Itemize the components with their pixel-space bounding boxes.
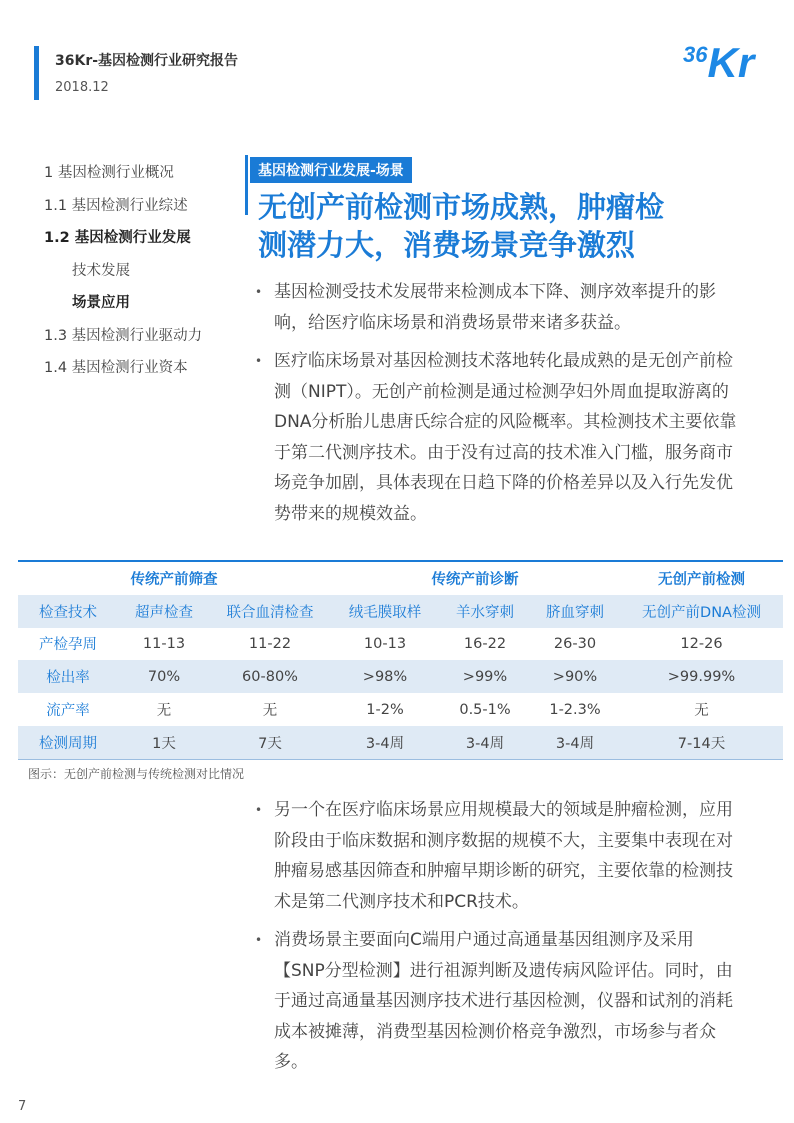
table-of-contents [44, 163, 202, 391]
toc-item-summary[interactable]: 1.1 基因检测行业综述 [44, 197, 188, 214]
bullet-dot-icon: • [255, 933, 263, 947]
header-cell: 无创产前DNA检测 [620, 595, 783, 628]
header-cell: 羊水穿刺 [440, 595, 530, 628]
logo-letters: Kr [707, 39, 755, 86]
table-cell: 1-2% [366, 701, 404, 718]
bullet-list-bottom [252, 795, 742, 1086]
table-row [18, 726, 783, 759]
table-row [18, 628, 783, 661]
table-cell: 11-13 [142, 635, 186, 652]
group-noninvasive: 无创产前检测 [620, 561, 783, 595]
headline-line-1: 无创产前检测市场成熟，肿瘤检 [258, 190, 665, 224]
table-cell: 1-2.3% [549, 701, 601, 718]
header-cell: 绒毛膜取样 [330, 595, 440, 628]
bullet-text: 基因检测受技术发展带来检测成本下降、测序效率提升的影响，给医疗临床场景和消费场景带来诸多获益。 [274, 282, 716, 333]
table-cell: 无 [694, 703, 709, 720]
table-cell: 10-13 [363, 635, 407, 652]
table-cell: >98% [330, 660, 440, 693]
headline-line-2: 测潜力大，消费场景竞争激烈 [258, 228, 636, 262]
section-tag: 基因检测行业发展-场景 [250, 157, 412, 183]
table-cell: 7-14天 [620, 726, 783, 759]
toc-item-tech-development[interactable]: 技术发展 [72, 262, 130, 279]
comparison-table [18, 560, 783, 760]
group-traditional-screening: 传统产前筛查 [18, 561, 330, 595]
table-cell: 0.5-1% [459, 701, 511, 718]
table-cell: >90% [530, 660, 620, 693]
table-cell: 16-22 [463, 635, 507, 652]
row-label: 产检孕周 [39, 637, 97, 654]
table-caption: 图示：无创产前检测与传统检测对比情况 [28, 767, 245, 781]
group-traditional-diagnosis: 传统产前诊断 [330, 561, 620, 595]
page-headline [258, 188, 738, 264]
table-cell: 60-80% [210, 660, 330, 693]
row-label: 检出率 [18, 660, 118, 693]
list-item [252, 277, 742, 338]
logo-number: 36 [683, 42, 708, 67]
table-cell: 无 [156, 703, 172, 720]
bullet-text: 另一个在医疗临床场景应用规模最大的领域是肿瘤检测，应用阶段由于临床数据和测序数据的规模不大，主要集中表现在对肿瘤易感基因筛查和肿瘤早期诊断的研究，主要依靠的检测技术是第二代测序技术和PCR技术。 [274, 800, 733, 912]
table-cell: 11-22 [248, 635, 292, 652]
table-cell: 7天 [210, 726, 330, 759]
36kr-logo [683, 39, 755, 86]
row-label: 流产率 [46, 703, 90, 720]
bullet-dot-icon: • [255, 354, 263, 368]
header-cell: 脐血穿刺 [530, 595, 620, 628]
page-number: 7 [18, 1099, 27, 1114]
toc-item-overview[interactable]: 1 基因检测行业概况 [44, 165, 174, 181]
table-cell: 26-30 [553, 635, 597, 652]
table-cell: 1天 [118, 726, 210, 759]
toc-item-drivers[interactable]: 1.3 基因检测行业驱动力 [44, 327, 203, 344]
report-title: 36Kr-基因检测行业研究报告 [55, 53, 239, 69]
list-item [252, 925, 742, 1078]
table-cell: 70% [118, 660, 210, 693]
header-accent-bar [34, 46, 39, 100]
bullet-text: 消费场景主要面向C端用户通过高通量基因组测序及采用【SNP分型检测】进行祖源判断及遗传病风险评估。同时，由于通过高通量基因测序技术进行基因检测，仪器和试剂的消耗成本被摊薄，消费型基因检测价格竞争激烈，市场参与者众多。 [274, 930, 733, 1072]
table-cell: 无 [262, 703, 278, 720]
header-cell: 检查技术 [18, 595, 118, 628]
table-cell: 3-4周 [440, 726, 530, 759]
table-cell: 3-4周 [330, 726, 440, 759]
table-cell: >99% [440, 660, 530, 693]
table-header-row [18, 595, 783, 628]
toc-item-development[interactable]: 1.2 基因检测行业发展 [44, 230, 191, 246]
header-cell: 超声检查 [118, 595, 210, 628]
report-date: 2018.12 [55, 80, 109, 95]
table-cell: 3-4周 [530, 726, 620, 759]
list-item [252, 346, 742, 529]
table-cell: >99.99% [620, 660, 783, 693]
bullet-dot-icon: • [255, 285, 263, 299]
list-item [252, 795, 742, 917]
table-group-header [18, 561, 783, 595]
toc-item-capital[interactable]: 1.4 基因检测行业资本 [44, 360, 188, 376]
table-cell: 12-26 [680, 635, 723, 652]
bullet-dot-icon: • [255, 803, 263, 817]
table-row [18, 693, 783, 726]
row-label: 检测周期 [18, 726, 118, 759]
table-row [18, 660, 783, 693]
bullet-text: 医疗临床场景对基因检测技术落地转化最成熟的是无创产前检测（NIPT）。无创产前检测是通过检测孕妇外周血提取游离的DNA分析胎儿患唐氏综合症的风险概率。其检测技术主要依靠于第二代测序技术。由于没有过高的技术准入门槛，服务商市场竞争加剧，具体表现在日趋下降的价格差异以及入行先发优势带来的规模效益。 [274, 351, 737, 524]
toc-item-scenario-application[interactable]: 场景应用 [72, 295, 130, 311]
section-accent-line [245, 155, 248, 215]
header-cell: 联合血清检查 [210, 595, 330, 628]
bullet-list-top [252, 277, 742, 537]
